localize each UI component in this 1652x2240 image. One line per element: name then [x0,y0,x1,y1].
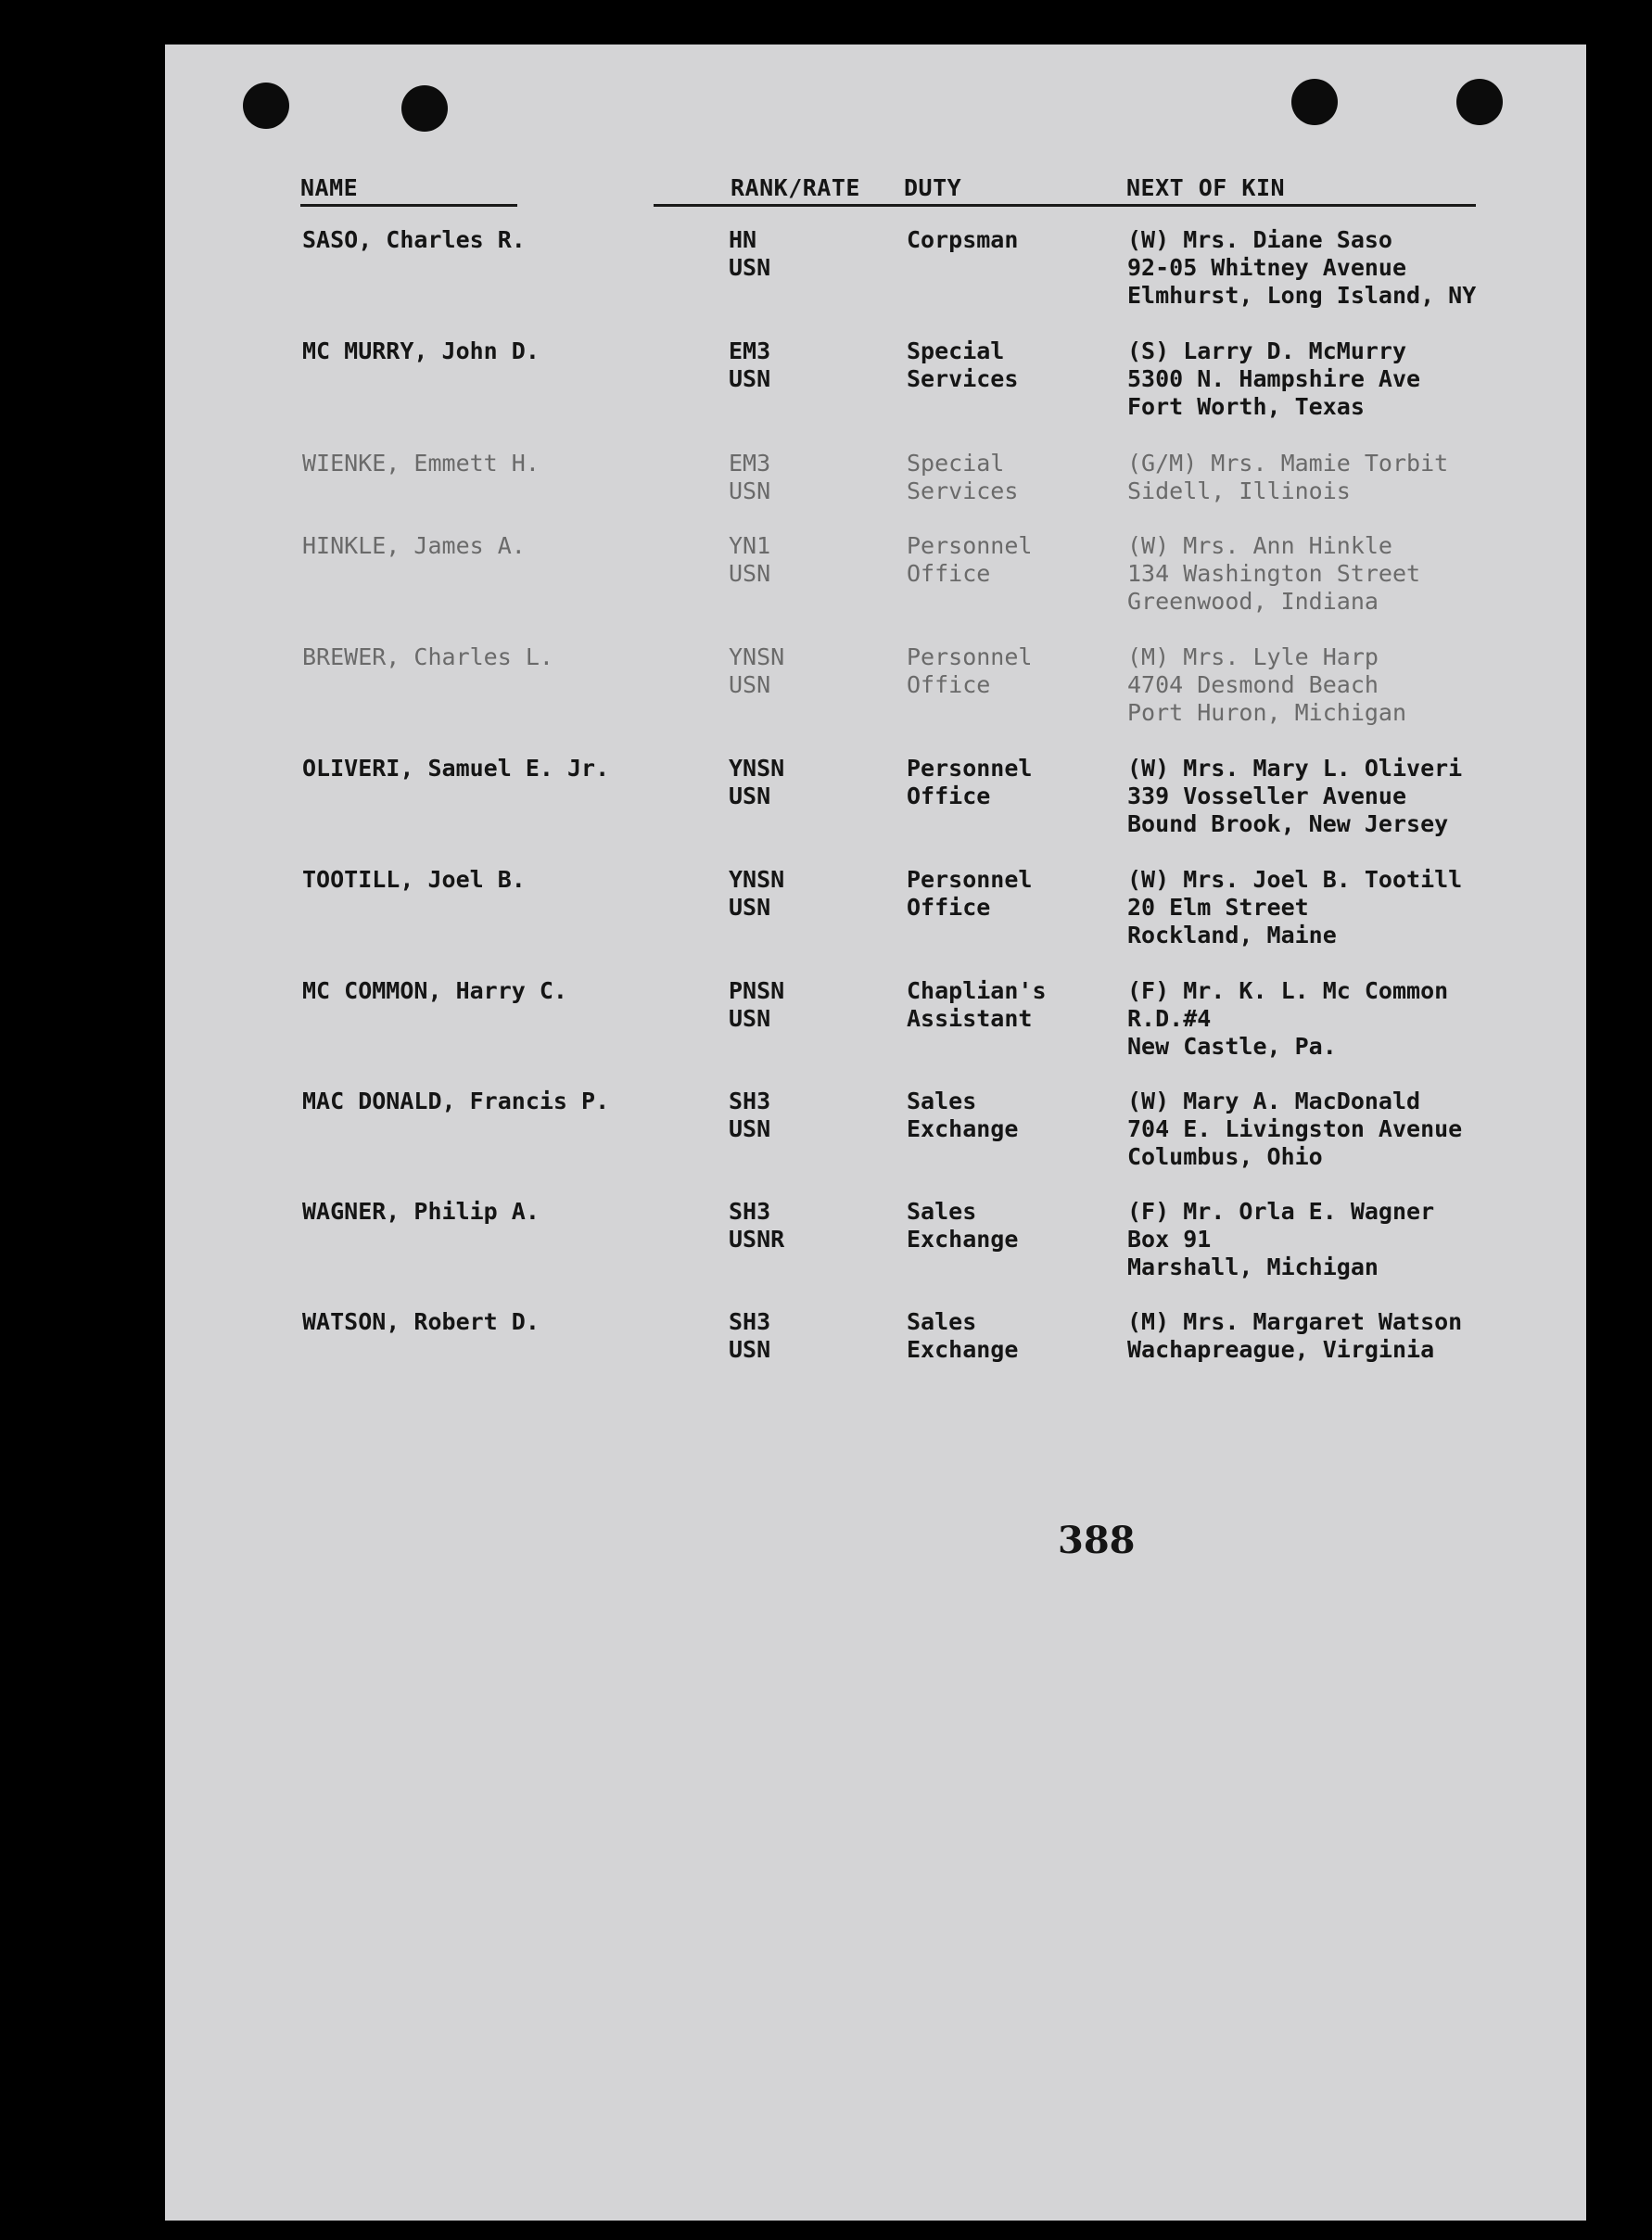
cell-rank-line: USN [729,1115,771,1142]
cell-name: SASO, Charles R. [302,226,526,253]
cell-rank-line: SH3 [729,1198,771,1225]
cell-next-of-kin-line: 4704 Desmond Beach [1127,671,1379,698]
cell-next-of-kin-line: R.D.#4 [1127,1005,1212,1032]
table-row [165,977,1586,1079]
cell-rank-line: USN [729,671,771,698]
cell-next-of-kin [1127,532,1420,616]
cell-next-of-kin-line: Columbus, Ohio [1127,1143,1323,1170]
cell-rank [729,866,784,922]
cell-rank [729,532,770,588]
cell-next-of-kin-line: (M) Mrs. Margaret Watson [1127,1308,1463,1335]
cell-rank [729,450,770,505]
cell-rank-line: SH3 [729,1308,771,1335]
punch-hole [1291,79,1338,125]
cell-next-of-kin [1127,1198,1434,1281]
cell-duty [907,1308,1018,1364]
cell-rank-line: YNSN [729,643,785,670]
document-page [165,45,1586,2221]
cell-duty-line: Office [907,671,991,698]
table-row [165,532,1586,634]
cell-next-of-kin-line: 92-05 Whitney Avenue [1127,254,1407,281]
cell-next-of-kin [1127,450,1448,505]
cell-rank-line: USN [729,365,771,392]
cell-duty-line: Sales [907,1308,977,1335]
cell-duty [907,866,1032,922]
cell-next-of-kin-line: (F) Mr. Orla E. Wagner [1127,1198,1435,1225]
cell-duty-line: Chaplian's [907,977,1047,1004]
cell-rank [729,755,784,810]
cell-name: BREWER, Charles L. [302,643,553,670]
cell-duty [907,337,1018,393]
cell-next-of-kin-line: (W) Mrs. Diane Saso [1127,226,1392,253]
cell-next-of-kin-line: (M) Mrs. Lyle Harp [1127,643,1379,670]
table-row [165,1088,1586,1190]
cell-rank-line: EM3 [729,450,771,477]
cell-name: WAGNER, Philip A. [302,1198,540,1225]
cell-rank [729,1198,784,1254]
cell-duty-line: Exchange [907,1115,1019,1142]
cell-rank-line: USN [729,560,771,587]
cell-rank-line: USN [729,783,771,809]
cell-duty [907,755,1032,810]
cell-rank [729,1088,770,1143]
page-number: 388 [1058,1519,1136,1562]
cell-duty-line: Special [907,337,1005,364]
cell-duty-line: Sales [907,1198,977,1225]
cell-next-of-kin [1127,755,1462,838]
cell-next-of-kin [1127,226,1476,310]
cell-next-of-kin-line: New Castle, Pa. [1127,1033,1337,1060]
cell-next-of-kin-line: Elmhurst, Long Island, NY [1127,282,1477,309]
cell-next-of-kin [1127,977,1448,1061]
cell-duty-line: Exchange [907,1336,1019,1363]
cell-rank-line: USN [729,254,771,281]
cell-duty-line: Exchange [907,1226,1019,1253]
cell-duty-line: Personnel [907,532,1033,559]
cell-rank-line: PNSN [729,977,785,1004]
cell-next-of-kin [1127,337,1420,421]
cell-duty [907,226,1018,254]
cell-duty-line: Personnel [907,866,1033,893]
cell-next-of-kin-line: (F) Mr. K. L. Mc Common [1127,977,1449,1004]
table-row [165,643,1586,745]
header-rule [654,204,1476,207]
cell-next-of-kin-line: 704 E. Livingston Avenue [1127,1115,1463,1142]
cell-next-of-kin-line: Marshall, Michigan [1127,1254,1379,1280]
cell-name: MAC DONALD, Francis P. [302,1088,610,1114]
cell-rank-line: YNSN [729,755,785,782]
cell-rank [729,977,784,1033]
cell-next-of-kin-line: Greenwood, Indiana [1127,588,1379,615]
cell-next-of-kin-line: Fort Worth, Texas [1127,393,1365,420]
cell-name: TOOTILL, Joel B. [302,866,526,893]
cell-rank-line: USN [729,894,771,921]
cell-rank-line: YNSN [729,866,785,893]
cell-next-of-kin-line: 20 Elm Street [1127,894,1309,921]
cell-next-of-kin-line: Sidell, Illinois [1127,477,1351,504]
cell-duty [907,1198,1018,1254]
cell-next-of-kin [1127,643,1406,727]
table-row [165,866,1586,968]
cell-next-of-kin-line: Bound Brook, New Jersey [1127,810,1449,837]
cell-rank [729,1308,770,1364]
cell-duty [907,643,1032,699]
cell-name: MC COMMON, Harry C. [302,977,567,1004]
cell-next-of-kin-line: Rockland, Maine [1127,922,1337,948]
cell-next-of-kin-line: 339 Vosseller Avenue [1127,783,1407,809]
table-row [165,337,1586,439]
cell-rank [729,643,784,699]
cell-next-of-kin-line: (G/M) Mrs. Mamie Torbit [1127,450,1449,477]
cell-rank-line: USN [729,1005,771,1032]
cell-duty-line: Personnel [907,643,1033,670]
cell-next-of-kin-line: (W) Mrs. Mary L. Oliveri [1127,755,1463,782]
table-row [165,1198,1586,1300]
cell-duty [907,450,1018,505]
cell-duty-line: Assistant [907,1005,1033,1032]
cell-name: WIENKE, Emmett H. [302,450,540,477]
table-row [165,226,1586,328]
cell-next-of-kin-line: 134 Washington Street [1127,560,1421,587]
cell-rank [729,337,770,393]
cell-rank-line: SH3 [729,1088,771,1114]
column-header-duty: DUTY [904,174,962,201]
cell-duty [907,977,1047,1033]
cell-duty-line: Corpsman [907,226,1019,253]
cell-next-of-kin-line: Wachapreague, Virginia [1127,1336,1435,1363]
table-row [165,1308,1586,1410]
cell-duty-line: Sales [907,1088,977,1114]
cell-duty-line: Personnel [907,755,1033,782]
column-header-next-of-kin: NEXT OF KIN [1126,174,1286,201]
cell-next-of-kin [1127,866,1462,949]
cell-next-of-kin-line: Box 91 [1127,1226,1212,1253]
cell-duty-line: Special [907,450,1005,477]
cell-next-of-kin-line: (W) Mary A. MacDonald [1127,1088,1421,1114]
cell-next-of-kin [1127,1308,1462,1364]
cell-rank-line: EM3 [729,337,771,364]
cell-duty-line: Office [907,783,991,809]
cell-name: HINKLE, James A. [302,532,526,559]
cell-next-of-kin-line: Port Huron, Michigan [1127,699,1407,726]
cell-next-of-kin-line: 5300 N. Hampshire Ave [1127,365,1421,392]
cell-duty-line: Services [907,477,1019,504]
cell-rank-line: USN [729,1336,771,1363]
punch-hole [243,83,289,129]
cell-duty-line: Office [907,560,991,587]
punch-hole [1456,79,1503,125]
punch-hole [401,85,448,132]
cell-name: MC MURRY, John D. [302,337,540,364]
cell-next-of-kin-line: (S) Larry D. McMurry [1127,337,1407,364]
column-header-name: NAME [300,174,359,201]
cell-duty [907,1088,1018,1143]
cell-next-of-kin-line: (W) Mrs. Ann Hinkle [1127,532,1392,559]
cell-rank-line: USNR [729,1226,785,1253]
table-row [165,755,1586,857]
cell-duty-line: Services [907,365,1019,392]
header-rule [300,204,517,207]
cell-rank-line: USN [729,477,771,504]
cell-name: OLIVERI, Samuel E. Jr. [302,755,610,782]
cell-rank-line: HN [729,226,757,253]
cell-next-of-kin [1127,1088,1462,1171]
cell-duty-line: Office [907,894,991,921]
cell-next-of-kin-line: (W) Mrs. Joel B. Tootill [1127,866,1463,893]
cell-duty [907,532,1032,588]
cell-rank [729,226,770,282]
column-header-rank-rate: RANK/RATE [731,174,860,201]
cell-name: WATSON, Robert D. [302,1308,540,1335]
cell-rank-line: YN1 [729,532,771,559]
